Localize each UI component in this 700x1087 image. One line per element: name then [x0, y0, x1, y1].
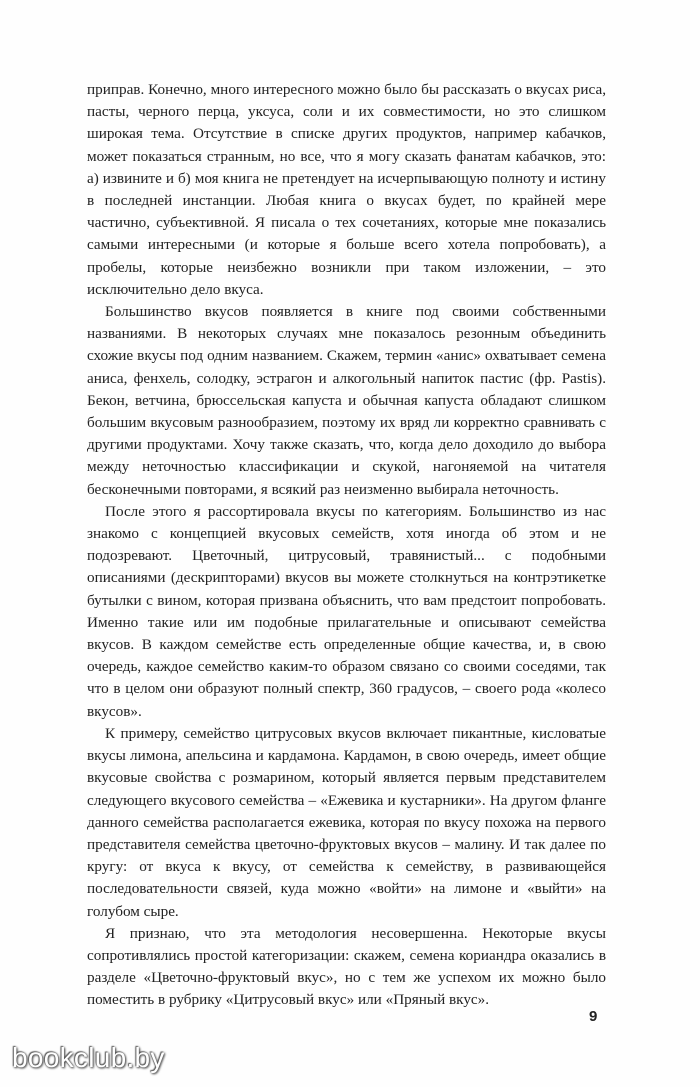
body-text [87, 79, 606, 1012]
paragraph-4: К примеру, семейство цитрусовых вкусов включает пикантные, кисловатые вкусы лимона, апельсина и кардамона. Кардамон, в свою очередь, имеет общие вкусовые свойства с розмарином, который является первым представителем следующего вкусового семейства – «Ежевика и кустарники». На другом фланге данного семейства располагается ежевика, которая по вкусу похожа на первого представителя семейства цветочно-фруктовых вкусов – малину. И так далее по кругу: от вкуса к вкусу, от семейства к семейству, в развивающейся последовательности связей, куда можно «войти» на лимоне и «выйти» на голубом сыре. [87, 724, 606, 920]
paragraph-2: Большинство вкусов появляется в книге под своими собственными названиями. В некоторых случаях мне показалось резонным объединить схожие вкусы под одним названием. Скажем, термин «анис» охватывает семена аниса, фенхель, солодку, эстрагон и алкогольный напиток пастис (фр. Pastis). Бекон, ветчина, брюссельская капуста и обычная капуста обладают слишком большим вкусовым разнообразием, поэтому их вряд ли корректно сравнивать с другими продуктами. Хочу также сказать, что, когда дело доходило до выбора между неточностью классификации и скукой, нагоняемой на читателя бесконечными повторами, я всякий раз неизменно выбирала неточность. [87, 303, 606, 498]
watermark: bookclub.by [12, 1042, 165, 1073]
paragraph-5: Я признаю, что эта методология несовершенна. Некоторые вкусы сопротивлялись простой категоризации: скажем, семена кориандра оказались в разделе «Цветочно-фруктовый вкус», но с тем же успехом их можно было поместить в рубрику «Цитрусовый вкус» или «Пряный вкус». [87, 924, 606, 1009]
page-number: 9 [589, 1008, 598, 1025]
paragraph-1: приправ. Конечно, много интересного можно было бы рассказать о вкусах риса, пасты, черного перца, уксуса, соли и их совместимости, но это слишком широкая тема. Отсутствие в списке других продуктов, например кабачков, может показаться странным, но все, что я могу сказать фанатам кабачков, это: а) извините и б) моя книга не претендует на исчерпывающую полноту и истину в последней инстанции. Любая книга о вкусах будет, по крайней мере частично, субъективной. Я писала о тех сочетаниях, которые мне показались самыми интересными (и которые я больше всего хотела попробовать), а пробелы, которые неизбежно возникли при таком изложении, – это исключительно дело вкуса. [87, 81, 606, 298]
paragraph-3: После этого я рассортировала вкусы по категориям. Большинство из нас знакомо с концепцией вкусовых семейств, хотя иногда об этом и не подозревают. Цветочный, цитрусовый, травянистый... с подобными описаниями (дескрипторами) вкусов вы можете столкнуться на контрэтикетке бутылки с вином, которая призвана объяснить, что вам предстоит попробовать. Именно такие или им подобные прилагательные и описывают семейства вкусов. В каждом семействе есть определенные общие качества, и, в свою очередь, каждое семейство каким-то образом связано со своими соседями, так что в целом они образуют полный спектр, 360 градусов, – своего рода «колесо вкусов». [87, 502, 606, 720]
